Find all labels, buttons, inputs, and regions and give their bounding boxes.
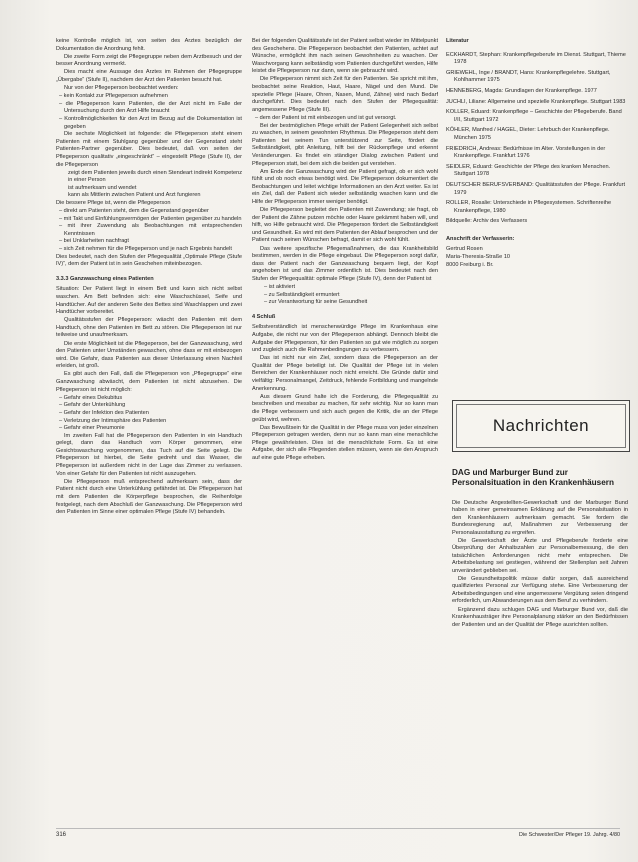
literature-item: GRIEWEHL, Inge / BRANDT, Hans: Krankenpflegelehre. Stuttgart, Kohlhammer 1975 xyxy=(446,69,611,84)
news-banner xyxy=(452,400,630,452)
news-body xyxy=(452,500,628,835)
paragraph: Die Gewerkschaft der Ärzte und Pflegeberufe forderte eine Überprüfung der Anhaltszahlen zur Personalbemessung, die den tatsächlichen Anforderungen nicht mehr entsprechen. Die Arbeitsbelastung sei gestiegen, während der Stellenplan seit Jahren unverändert geblieben sei. xyxy=(452,538,628,574)
paragraph: Die erste Möglichkeit ist die Pflegeperson, bei der Ganzwaschung, wird den Patienten unter Umständen gewaschen, ohne dass er mit einbezogen wird. Die Gefahr, dass Patienten aus dieser Unterlassung einen Nachteil erleiden, ist groß. xyxy=(56,340,242,370)
literature-item: KOLLER, Eduard: Krankenpflege – Geschichte der Pflegeberufe. Band I/II, Stuttgart 1972 xyxy=(446,109,622,123)
paragraph: Es gibt auch den Fall, daß die Pflegeperson von „Pflegegruppe“ eine Ganzwaschung abwäscht, dem Patienten ist nicht abzusehen. Die Pflegeperson ist nicht möglich: xyxy=(56,371,242,393)
paragraph: Die Pflegeperson muß entsprechend aufmerksam sein, dass der Patient nicht durch eine Unterkühlung gefährdet ist. Die Pflegeperson hat mit dem Patienten die Körperpflege besprochen, die Reihenfolge festgelegt, nach dem Abschluß der Ganzwaschung. Die Pflegeperson wird den Patienten im Sinne einer optimalen Pflege (Stufe IV) behandeln. xyxy=(56,478,242,516)
list-item: – kein Kontakt zur Pflegeperson aufnehmen xyxy=(59,93,168,100)
author-address xyxy=(446,236,630,269)
paragraph: Die Pflegeperson nimmt sich Zeit für den Patienten. Sie spricht mit ihm, beobachtet seine Reaktion, Haut, Haare, Nägel und den Mund. Die spezielle Pflege (Haare, Ohren, Nasen, Mund, Zähne) wird nach Bedarf durchgeführt. Dies bedeutet nach den Stufen der Pflegequalität: angemessene Pflege (Stufe III). xyxy=(252,76,438,113)
list-item: – Gefahr eines Dekubitus xyxy=(59,394,123,401)
paragraph: Die Gesundheitspolitik müsse dafür sorgen, daß ausreichend qualifiziertes Personal zur Verfügung stehe. Eine Verbesserung der Arbeitsbedingungen und eine angemessene Vergütung seien dringend erforderlich, um Abwanderungen aus dem Beruf zu verhindern. xyxy=(452,576,628,605)
literature-list xyxy=(446,38,630,368)
literature-heading: Literatur xyxy=(446,38,469,44)
paragraph: keine Kontrolle möglich ist, von seiten des Arztes bezüglich der Dokumentation die Anordnung fehlt. xyxy=(56,38,242,52)
list-item: – bei Unklarheiten nachfragt xyxy=(59,238,129,245)
paragraph: Das ist nicht nur ein Ziel, sondern dass die Pflegeperson an der Qualität der Pflege beteiligt ist. Die Qualität der Pflege ist in vielen Bereichen der Krankenhäuser noch nicht erreicht. Die Gründe dafür sind vielfältig: Personalmangel, Zeitdruck, fehlende Fortbildung und mangelnde Anerkennung. xyxy=(252,355,438,392)
list-item: – Gefahr der Unterkühlung xyxy=(59,402,126,409)
list-item: – Kontrollmöglichkeiten für den Arzt im Bezug auf die Dokumentation ist gegeben xyxy=(59,115,242,130)
paragraph: Nur von der Pflegeperson beobachtet werden: xyxy=(64,85,179,92)
paragraph: Die bessere Pflege ist, wenn die Pflegeperson xyxy=(56,199,171,206)
literature-item: SEIDLER, Eduard: Geschichte der Pflege des kranken Menschen. Stuttgart 1978 xyxy=(446,163,611,178)
address-line: Gertrud Rosen xyxy=(446,246,483,253)
literature-item: HENNEBERG, Magda: Grundlagen der Krankenpflege. 1977 xyxy=(446,87,597,94)
paragraph: Ergänzend dazu schlugen DAG und Marburger Bund vor, daß die Krankenhausträger ihre Personalplanung stärker an den Bedürfnissen der Patienten und an der Qualität der Pflege ausrichten sollten. xyxy=(452,606,628,628)
literature-item: JUCHLI, Liliane: Allgemeine und spezielle Krankenpflege. Stuttgart 1983 xyxy=(446,98,626,105)
paragraph: Selbstverständlich ist menschenwürdige Pflege im Krankenhaus eine Aufgabe, die nicht nur von der Pflegeperson abhängt. Dennoch bleibt die Aufgabe der Pflegeperson, für den Patienten so gut wie möglich zu sorgen und zugleich auch die Rahmenbedingungen zu verbessern. xyxy=(252,324,438,354)
address-line: Maria-Theresia-Straße 10 xyxy=(446,254,511,261)
paragraph: Am Ende der Ganzwaschung wird der Patient gefragt, ob er sich wohl fühlt und ob noch etwas benötigt wird. Die Pflegeperson dokumentiert die Beobachtungen und leitet wichtige Informationen an den Arzt weiter. Es ist ein Ziel, daß der Patient sich wieder selbständig waschen kann und die Hilfe der Pflegeperson immer weniger benötigt. xyxy=(252,168,438,205)
list-item: – zu Selbständigkeit ermuntert xyxy=(264,291,340,298)
list-item: ist aufmerksam und wendet xyxy=(68,184,137,191)
paragraph: Dies macht eine Aussage des Arztes im Rahmen der Pflegegruppe „Übergabe“ (Stufe II), nachdem der Arzt den Patienten besucht hat. xyxy=(56,69,242,83)
section-heading: 4 Schluß xyxy=(252,313,276,320)
list-item: – Gefahr der Infektion des Patienten xyxy=(59,409,149,416)
paragraph: Dies bedeutet, nach den Stufen der Pflegequalität „Optimale Pflege (Stufe IV)“, dem der Patient ist in sein Geschehen miteinbezogen. xyxy=(56,253,242,268)
list-item: – mit ihrer Zuwendung als Beobachtungen mit entsprechenden Kenntnissen xyxy=(59,223,242,237)
list-item: – mit Takt und Einfühlungsvermögen der Patienten gegenüber zu handeln xyxy=(59,215,242,222)
page-number: 316 xyxy=(56,832,67,838)
news-headline: DAG und Marburger Bund zur Personalsituation in den Krankenhäusern xyxy=(452,468,614,487)
paragraph: Die sechste Möglichkeit ist folgende: die Pflegeperson steht einem Patienten mit einem Stuhlgang gegenüber und der Gegenstand steht Patienten-Partner gegenüber. Dies bedeutet, daß von seiten der Pflegeperson qualitativ „eingeschränkt“ – eingestellt Pflege (Stufe II), der die Pflegeperson xyxy=(56,131,242,168)
list-item: – ist aktiviert xyxy=(264,284,296,290)
paragraph: Situation: Der Patient liegt in einem Bett und kann sich nicht selbst waschen. Am Bett befinden sich: eine Waschschüssel, Seife und Handtücher. Auf der anderen Seite des Bettes sind Waschlappen und zwei Handtücher vorbereitet. xyxy=(56,286,242,316)
section-heading: 3.3.3 Ganzwaschung eines Patienten xyxy=(56,275,154,282)
literature-item: ROLLER, Rosalie: Unterschiede in Pflegesystemen. Schriftenreihe Krankenpflege, 1980 xyxy=(446,200,612,214)
news-banner-title: Nachrichten xyxy=(456,404,626,448)
paragraph: Die zweite Form zeigt die Pflegegruppe neben dem Arztbesuch und der besser Anordnung vermerkt. xyxy=(56,53,242,68)
list-item: zeigt dem Patienten jeweils durch einen Stendeart indirekt Kompetenz in einer Person xyxy=(68,169,242,184)
journal-reference: Die Schwester/Der Pfleger 19. Jahrg. 4/80 xyxy=(519,832,620,838)
list-item: – die Pflegeperson kann Patienten, die der Arzt nicht im Falle der Untersuchung durch den Arzt Hilfe braucht xyxy=(59,100,242,115)
address-line: 8000 Freiburg i. Br. xyxy=(446,261,494,268)
address-heading: Anschrift der Verfasserin: xyxy=(446,235,515,242)
literature-item: Bildquelle: Archiv des Verfassers xyxy=(446,218,528,225)
list-item: – Verletzung der Intimsphäre des Patienten xyxy=(59,417,167,424)
list-item: – sich Zeit nehmen für die Pflegeperson und je nach Ergebnis handelt xyxy=(59,246,232,253)
literature-item: DEUTSCHER BERUFSVERBAND: Qualitätsstufen der Pflege. Frankfurt 1979 xyxy=(446,181,626,196)
column-left xyxy=(56,38,242,828)
literature-item: ECKHARDT, Stephan: Krankenpflegeberufe im Dienst. Stuttgart, Thieme 1978 xyxy=(446,51,626,66)
paragraph: Aus diesem Grund halte ich die Forderung, die Pflegequalität zu beschreiben und messbar zu machen, für sehr wichtig. Nur so kann man die Pflege verbessern und sich auch gegen die Kritik, die an der Pflege geübt wird, wehren. xyxy=(252,393,438,423)
list-item: – direkt am Patienten steht, dem die Gegenstand gegenüber xyxy=(59,208,209,215)
list-item: kann als Mittlerin zwischen Patient und Arzt fungieren xyxy=(68,192,201,199)
footer-rule xyxy=(56,828,620,829)
list-item: – dem der Patient ist mit einbezogen und ist gut versorgt. xyxy=(255,114,397,121)
paragraph: Die Pflegeperson begleitet den Patienten mit Zuwendung; sie fragt, ob der Patient die Zähne putzen möchte oder Haare gekämmt haben will, und hilft, wo Hilfe gebraucht wird. Die Pflegeperson fördert die Selbständigkeit und Gesundheit. Es wird mit dem Patienten der Ablauf besprochen und der Patient nach seinen Wünschen befragt, damit er sich wohl fühlt. xyxy=(252,207,438,244)
paragraph: Die Deutsche Angestellten-Gewerkschaft und der Marburger Bund haben in einer gemeinsamen Erklärung auf die Personalsituation in den Krankenhäusern aufmerksam gemacht. Sie fordern die Bundesregierung auf, Maßnahmen zur Verbesserung der Personalausstattung zu ergreifen. xyxy=(452,500,628,536)
paragraph: Das weitere spezifische Pflegemaßnahmen, die das Krankheitsbild bestimmen, werden in die Pflege eingebaut. Die Pflegeperson sorgt dafür, dass der Patient nach der Ganzwaschung bequem liegt, der Kopf angehoben ist und das Zimmer ordentlich ist. Dies bedeutet nach den Stufen der Pflegequalität: optimale Pflege (Stufe IV), denn der Patient ist xyxy=(252,245,438,282)
column-middle xyxy=(252,38,438,828)
paragraph: Qualitätsstufen der Pflegeperson: wäscht den Patienten mit dem Handtuch, ohne den Patienten im Bett zu stören. Die Pflegeperson ist nur teilweise und unaufmerksam. xyxy=(56,317,242,339)
paragraph: Bei der bestmöglichen Pflege erhält der Patient Gelegenheit sich selbst zu waschen, in seinem gewohnten Rhythmus. Die Pflegeperson steht dem Patienten bei seinem Tun unterstützend zur Seite, fördert die Selbständigkeit, gibt Anleitung, hilft bei der Rückenpflege und erkennt Veränderungen. Es findet ein ständiger Dialog zwischen Patient und Pflegeperson statt, bei dem sich die beiden gut verstehen. xyxy=(252,122,438,167)
paragraph: Bei der folgenden Qualitätsstufe ist der Patient selbst wieder im Mittelpunkt des Geschehens. Die Pflegeperson beobachtet den Patienten, achtet auf Wünsche, ermöglicht ihm nach seinen Gewohnheiten zu waschen. Der Waschvorgang kann selbständig vom Patienten durchgeführt werden, Hilfe leistet die Pflegeperson nur dann, wenn sie gebraucht wird. xyxy=(252,38,438,75)
paragraph: Das Bewußtsein für die Qualität in der Pflege muss von jeder einzelnen Pflegeperson getragen werden, denn nur so kann man eine menschliche Pflege gewährleisten. Dies ist die menschlichste Form. Es ist eine Aufgabe, der sich alle Pflegenden stellen müssen, wenn sie den Anspruch auf eine gute Pflege erheben. xyxy=(252,424,438,461)
list-item: – Gefahr einer Pneumonie xyxy=(59,425,125,432)
paragraph: Im zweiten Fall hat die Pflegeperson den Patienten in ein Handtuch gelegt, dann das Handtuch vom Körper genommen, eine Gesichtswaschung vorgenommen, das Tuch auf die Seite gelegt. Die Pflegeperson ist hierbei, die Seite gedreht und das Wasser, die Pflegeperson ist außerdem nicht in der Lage das Zimmer zu verlassen. Von einer Gefahr für den Patienten ist nicht auszugehen. xyxy=(56,432,242,477)
literature-item: KÖHLER, Manfred / HAGEL, Dieter: Lehrbuch der Krankenpflege. München 1975 xyxy=(446,127,610,141)
list-item: – zur Verantwortung für seine Gesundheit xyxy=(264,299,368,306)
literature-item: FRIEDRICH, Andreas: Bedürfnisse im Alter. Vorstellungen in der Krankenpflege. Frankfurt 1976 xyxy=(446,145,606,160)
